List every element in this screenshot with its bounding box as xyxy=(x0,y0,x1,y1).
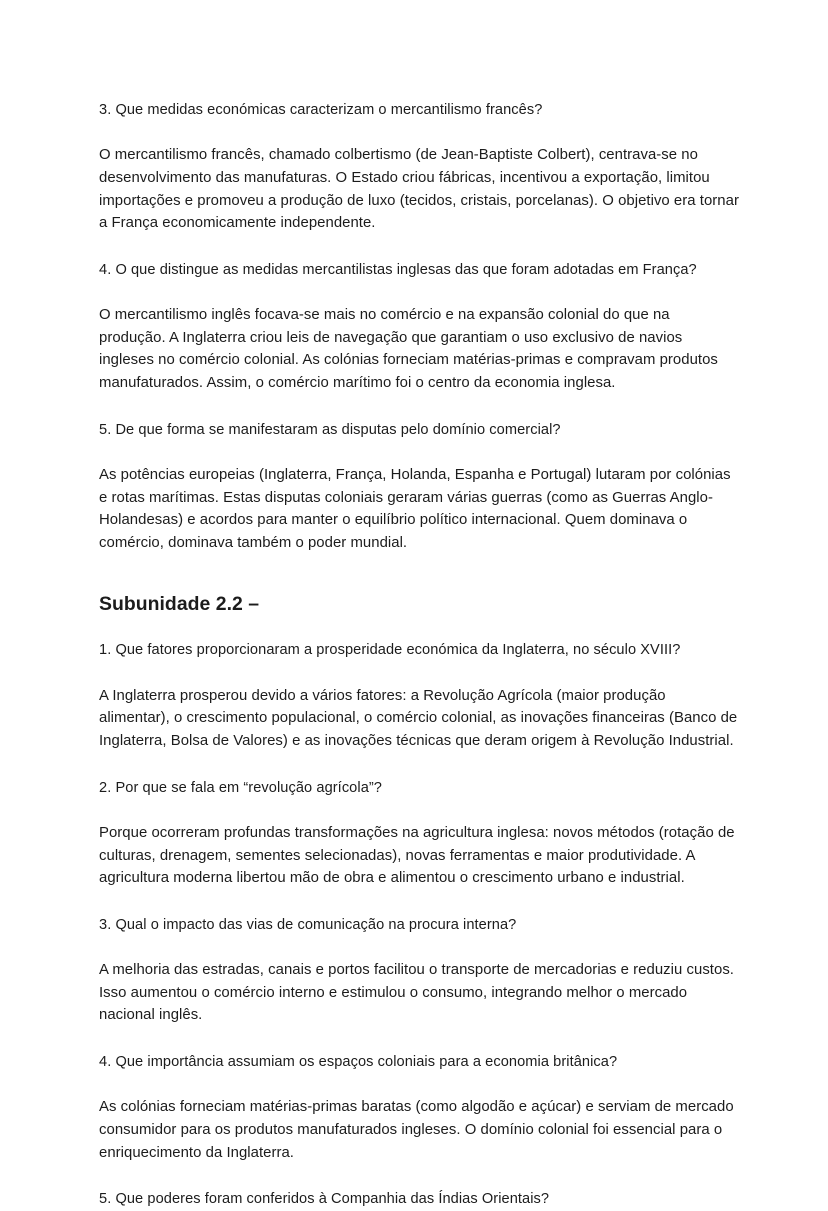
answer-text: A Inglaterra prosperou devido a vários fatores: a Revolução Agrícola (maior produção alimentar), o crescimento populacional, o comércio colonial, as inovações financeiras (Banco de Inglaterra, Bolsa de Valores) e as inovações técnicas que deram origem à Revolução Industrial. xyxy=(99,687,738,749)
question-text: 4. Que importância assumiam os espaços coloniais para a economia britânica? xyxy=(99,1053,618,1070)
answer-text: As potências europeias (Inglaterra, França, Holanda, Espanha e Portugal) lutaram por colónias e rotas marítimas. Estas disputas coloniais geraram várias guerras (como as Guerras Anglo-Holandesas) e acordos para manter o equilíbrio político internacional. Quem dominava o comércio, dominava também o poder mundial. xyxy=(99,466,731,551)
qa-block-4 xyxy=(99,259,740,395)
question-text: 5. De que forma se manifestaram as disputas pelo domínio comercial? xyxy=(99,421,561,438)
answer-text: Porque ocorreram profundas transformações na agricultura inglesa: novos métodos (rotação de culturas, drenagem, sementes selecionadas), novas ferramentas e maior produtividade. A agricultura moderna libertou mão de obra e alimentou o crescimento urbano e industrial. xyxy=(99,824,735,887)
document-content xyxy=(99,99,740,1211)
section-heading: Subunidade 2.2 – xyxy=(99,593,260,616)
section-qa-block-3 xyxy=(99,914,740,1027)
question-text: 3. Qual o impacto das vias de comunicação na procura interna? xyxy=(99,916,517,933)
answer-text: A melhoria das estradas, canais e portos facilitou o transporte de mercadorias e reduziu custos. Isso aumentou o comércio interno e estimulou o consumo, integrando melhor o mercado nacional inglês. xyxy=(99,962,734,1024)
question-text: 1. Que fatores proporcionaram a prosperidade económica da Inglaterra, no século XVIII? xyxy=(99,642,681,659)
section-qa-block-1 xyxy=(99,639,740,752)
question-text: 4. O que distingue as medidas mercantilistas inglesas das que foram adotadas em França? xyxy=(99,261,697,278)
qa-block-3 xyxy=(99,99,740,235)
answer-text: O mercantilismo inglês focava-se mais no comércio e na expansão colonial do que na produção. A Inglaterra criou leis de navegação que garantiam o uso exclusivo de navios ingleses no comércio colonial. As colónias forneciam matérias-primas e compravam produtos manufaturados. Assim, o comércio marítimo foi o centro da economia inglesa. xyxy=(99,307,718,391)
section-qa-block-2 xyxy=(99,777,740,890)
section-qa-block-5 xyxy=(99,1188,740,1210)
qa-block-5 xyxy=(99,419,740,555)
question-text: 3. Que medidas económicas caracterizam o mercantilismo francês? xyxy=(99,102,543,118)
answer-text: O mercantilismo francês, chamado colbertismo (de Jean-Baptiste Colbert), centrava-se no desenvolvimento das manufaturas. O Estado criou fábricas, incentivou a exportação, limitou importações e promoveu a produção de luxo (tecidos, cristais, porcelanas). O objetivo era tornar a França economicamente independente. xyxy=(99,147,739,232)
question-text: 5. Que poderes foram conferidos à Companhia das Índias Orientais? xyxy=(99,1191,550,1208)
section-qa-block-4 xyxy=(99,1051,740,1164)
question-text: 2. Por que se fala em “revolução agrícola”? xyxy=(99,779,382,796)
answer-text: As colónias forneciam matérias-primas baratas (como algodão e açúcar) e serviam de mercado consumidor para os produtos manufaturados ingleses. O domínio colonial foi essencial para o enriquecimento da Inglaterra. xyxy=(99,1099,734,1161)
